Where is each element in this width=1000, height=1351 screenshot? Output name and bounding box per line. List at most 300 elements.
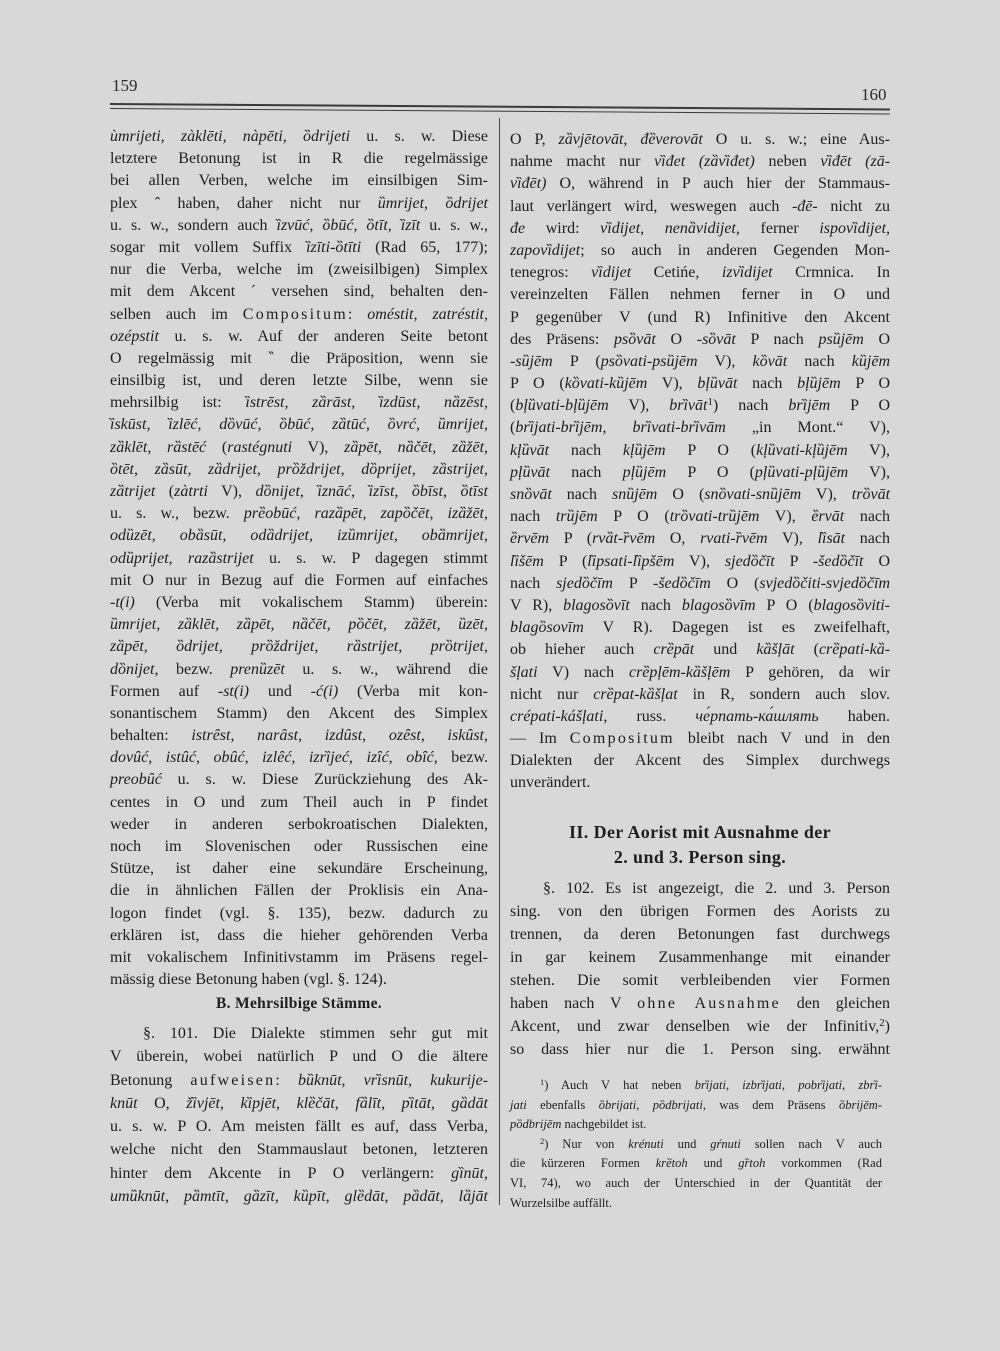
italic-text: dȍnijet, ȉznāć, ȉzīst, ȍbīst, ȍtīst bbox=[255, 483, 489, 500]
italic-text: brȉvāt bbox=[669, 397, 708, 415]
roman-text: u. s. w. Diese bbox=[350, 128, 489, 145]
roman-text: weder in anderen serbokroatischen Dialekten, bbox=[110, 815, 488, 833]
italic-text: -t(i) bbox=[110, 593, 135, 611]
italic-text: jati bbox=[510, 1097, 527, 1112]
italic-text: vȉdijet bbox=[591, 264, 632, 282]
text-line bbox=[110, 481, 488, 503]
text-line bbox=[110, 326, 488, 348]
roman-text: mit vokalischem Infinitivstamm im Präsens regel- bbox=[110, 948, 488, 966]
italic-text: ȍtēt, zȁsūt, zȁdrijet, prȍždrijet, dȍprijet, zȁstrijet, bbox=[110, 460, 488, 478]
roman-text: Betonung bbox=[110, 1071, 191, 1089]
roman-text: Akcent, und zwar denselben wie der Infinitiv, bbox=[510, 1018, 880, 1036]
italic-text: gŕnuti bbox=[710, 1136, 741, 1151]
italic-text: sjedȍčīt bbox=[724, 552, 775, 570]
roman-text: (Verba mit kon- bbox=[338, 682, 488, 700]
roman-text: O bbox=[863, 330, 891, 348]
roman-text: noch im Slovenischen oder Russischen eine bbox=[110, 838, 488, 855]
roman-text: mit O nur in Bezug auf die Formen auf einfaches bbox=[110, 571, 488, 589]
roman-text: §. 101. Die Dialekte stimmen sehr gut mit bbox=[143, 1025, 488, 1042]
italic-text: blagosȍvīm bbox=[681, 596, 756, 614]
italic-text: psȍvati-psȕjēm bbox=[600, 352, 698, 370]
italic-text: žȉvjēt, kȉpjēt, klȅčāt, fȁlīt, pȉtāt, gȁdāt bbox=[186, 1094, 488, 1112]
italic-text: krénuti bbox=[628, 1136, 664, 1151]
text-line bbox=[110, 459, 488, 481]
italic-text: đe bbox=[510, 219, 526, 237]
text-line bbox=[510, 395, 890, 417]
italic-text: preobȗć bbox=[110, 771, 162, 789]
roman-text: nicht nur bbox=[510, 685, 594, 703]
text-line bbox=[510, 1115, 882, 1135]
text-line bbox=[510, 1194, 882, 1214]
roman-text: u. s. w., sondern auch bbox=[110, 216, 277, 234]
italic-text: gȑtoh bbox=[738, 1156, 766, 1171]
italic-text: ȕmrijet, zȁklēt, zȁpēt, nȁčēt, pȍčēt, zȁžēt, ȕzēt, bbox=[110, 616, 488, 634]
italic-text: -đē- bbox=[791, 197, 818, 215]
italic-text: ispovȉdijet, bbox=[819, 219, 891, 237]
italic-text: crȅpāt bbox=[653, 641, 695, 659]
italic-text: -šedȍčīt bbox=[812, 552, 864, 570]
text-line bbox=[510, 1135, 882, 1155]
text-line bbox=[510, 877, 890, 900]
italic-text: kļȕvati-kļȕjēm bbox=[756, 441, 848, 459]
text-line bbox=[510, 1174, 882, 1194]
roman-text: O ( bbox=[710, 574, 760, 592]
roman-text: , bezw. bbox=[154, 660, 231, 678]
roman-text: Dialekten der Akcent des Simplex durchwegs bbox=[510, 752, 890, 770]
roman-text: P nach bbox=[735, 330, 819, 348]
text-line bbox=[510, 706, 890, 728]
roman-text: centes in O und zum Theil auch in P findet bbox=[110, 793, 488, 811]
italic-text: vȉđēt) bbox=[510, 175, 547, 193]
text-line bbox=[110, 1185, 488, 1208]
roman-text: mässig diese Betonung haben (vgl. §. 124). bbox=[110, 971, 387, 989]
roman-text: ( bbox=[510, 419, 516, 437]
text-line bbox=[110, 215, 488, 237]
text-line bbox=[510, 1076, 882, 1096]
text-line bbox=[510, 307, 890, 329]
text-line bbox=[110, 570, 488, 592]
section-heading: B. Mehrsilbige Stämme. bbox=[216, 995, 382, 1012]
roman-text: Formen auf bbox=[110, 682, 218, 700]
italic-text: -sȍvāt bbox=[696, 330, 736, 348]
roman-text: ; so auch in anderen Gegenden Mon- bbox=[580, 241, 890, 259]
italic-text: ȉskūst, ȉzlēć, dȍvūć, ȍbūć, zȁtūć, ȍvrć, ȕmrijet, bbox=[110, 416, 488, 434]
italic-text: kļȕvāt bbox=[510, 441, 550, 459]
roman-text: Crmnica. In bbox=[772, 264, 891, 282]
text-line bbox=[110, 548, 488, 570]
roman-text: vereinzelten Fällen nehmen ferner in O und bbox=[510, 286, 890, 304]
roman-text: ) Nur von bbox=[544, 1136, 629, 1151]
italic-text: ozépstit bbox=[110, 327, 159, 345]
italic-text: kȍvati-kȕjēm bbox=[564, 375, 648, 393]
italic-text: crȅpat-kȁšļat bbox=[593, 685, 678, 703]
right-column-paragraph bbox=[510, 129, 890, 795]
text-line bbox=[510, 969, 890, 992]
roman-text: u. s. w. Auf der anderen Seite betont bbox=[158, 327, 488, 345]
roman-text: P O ( bbox=[755, 596, 814, 614]
roman-text: so dass hier nur die 1. Person sing. erwähnt bbox=[510, 1041, 890, 1059]
italic-text: knūt bbox=[110, 1094, 138, 1112]
italic-text: zȁpēt, nȁčēt, zȁžēt, bbox=[344, 438, 489, 456]
roman-text: P ( bbox=[552, 352, 601, 370]
italic-text: ùmrijeti, zàklēti, nàpēti, ȍdrijeti bbox=[110, 128, 351, 145]
roman-text: ebenfalls bbox=[526, 1097, 599, 1112]
italic-text: -ć(i) bbox=[310, 682, 339, 700]
footnote-marker: 1 bbox=[540, 1077, 545, 1088]
italic-text: kȕjēm bbox=[851, 352, 890, 370]
roman-text: : bbox=[275, 1071, 298, 1089]
roman-text: V), bbox=[647, 375, 698, 393]
text-line bbox=[510, 351, 890, 373]
text-line bbox=[510, 329, 890, 351]
italic-text: blagosȍviti- bbox=[813, 596, 890, 614]
roman-text: P O bbox=[830, 397, 891, 415]
spaced-text: aufweisen bbox=[190, 1071, 276, 1089]
roman-text: VI, 74), wo auch der Unterschied in der Quantität der bbox=[510, 1175, 882, 1190]
roman-text: P gegenüber V (und R) Infinitive den Akcent bbox=[510, 308, 890, 326]
roman-text: in gar keinem Zusammenhange mit einander bbox=[510, 948, 890, 966]
roman-text: ferner bbox=[739, 219, 820, 237]
text-line bbox=[110, 947, 488, 969]
text-line bbox=[110, 836, 488, 858]
italic-text: dȍnijet bbox=[110, 660, 155, 678]
roman-text: und bbox=[248, 682, 311, 700]
roman-text: mehrsilbig ist: bbox=[110, 394, 246, 412]
roman-text: laut verlängert wird, weswegen auch bbox=[510, 197, 792, 215]
text-line bbox=[110, 1069, 488, 1092]
roman-text: nach bbox=[844, 508, 891, 526]
italic-text: zȁvjētovāt, đȅverovāt bbox=[558, 131, 703, 148]
roman-text: V), bbox=[697, 352, 753, 370]
roman-text: tenegros: bbox=[510, 264, 592, 282]
text-line bbox=[510, 506, 890, 528]
text-line bbox=[110, 1022, 488, 1045]
roman-text: (Rad 65, 177); bbox=[361, 238, 489, 256]
roman-text: plex ˆ haben, daher nicht nur bbox=[110, 194, 378, 212]
roman-text: und bbox=[694, 641, 757, 659]
text-line bbox=[110, 1115, 488, 1138]
text-line bbox=[510, 373, 890, 395]
text-line bbox=[110, 237, 488, 259]
italic-text: ȉzīti-ȍtīti bbox=[306, 238, 362, 256]
italic-text: ȅrvēm bbox=[510, 530, 550, 548]
text-line bbox=[110, 392, 488, 414]
italic-text: crȅpļēm-kȁšļēm bbox=[628, 663, 731, 681]
italic-text: че́рпать-ка́шлять bbox=[695, 707, 819, 725]
roman-text: des Präsens: bbox=[510, 330, 615, 348]
italic-text: lȉsāt bbox=[817, 530, 846, 548]
spaced-text: Compositum bbox=[242, 305, 348, 323]
text-line bbox=[510, 750, 890, 772]
roman-text: wird: bbox=[525, 219, 601, 237]
roman-text: V R), bbox=[510, 596, 564, 614]
spaced-text: ohne Ausnahme bbox=[637, 994, 781, 1012]
roman-text: nach bbox=[550, 463, 623, 481]
page-number-left: 159 bbox=[112, 76, 138, 95]
roman-text: P O ( bbox=[510, 375, 565, 393]
italic-text: trȍvati-trȕjēm bbox=[669, 508, 760, 526]
italic-text: zapovȉdijet bbox=[510, 241, 581, 259]
roman-text: Wurzelsilbe auffällt. bbox=[510, 1195, 613, 1210]
roman-text: in R, sondern auch slov. bbox=[677, 685, 890, 703]
italic-text: kļȕjēm bbox=[622, 441, 666, 459]
italic-text: pļȕjēm bbox=[622, 463, 667, 481]
roman-text: haben. bbox=[818, 707, 891, 725]
roman-text: — Im bbox=[510, 730, 570, 748]
roman-text: nahme macht nur bbox=[510, 153, 655, 171]
roman-text: nach bbox=[737, 375, 798, 393]
italic-text: psȕjēm bbox=[818, 330, 864, 348]
text-line bbox=[510, 417, 890, 439]
italic-text: pļȕvāt bbox=[510, 463, 550, 481]
roman-text: u. s. w. Diese Zurückziehung des Ak- bbox=[161, 771, 488, 789]
italic-text: kȁšļāt bbox=[756, 641, 795, 659]
footnote-marker: 2 bbox=[879, 1017, 885, 1030]
text-line bbox=[110, 814, 488, 836]
roman-text: und bbox=[687, 1156, 739, 1171]
italic-text: pļȕvati-pļȕjēm bbox=[754, 463, 849, 481]
italic-text: prȅobūć, razȁpēt, zapȍčēt, izȁžēt, bbox=[243, 505, 489, 523]
text-line bbox=[110, 703, 488, 725]
roman-text: O regelmässig mit ‶ die Präposition, wenn sie bbox=[110, 349, 488, 367]
left-column-paragraph bbox=[110, 1022, 488, 1208]
text-line bbox=[510, 923, 890, 946]
text-line bbox=[110, 1092, 488, 1115]
roman-text: und bbox=[663, 1136, 711, 1151]
italic-text: lȉšēm bbox=[510, 552, 544, 570]
text-line bbox=[510, 728, 890, 750]
roman-text: hinter dem Akcente in P O verlängern: bbox=[110, 1164, 452, 1182]
italic-text: crȅpati-kȁ- bbox=[818, 641, 891, 659]
text-line bbox=[510, 240, 890, 262]
text-line bbox=[510, 262, 890, 284]
italic-text: brȉjati-brȉjēm, brȉvati-brȉvām bbox=[515, 419, 726, 437]
roman-text: nachgebildet ist. bbox=[561, 1117, 647, 1132]
italic-text: snȍvāt bbox=[510, 486, 552, 503]
italic-text: ȉzvūć, ȍbūć, ȍtīt, ȉzīt bbox=[276, 216, 421, 234]
roman-text: ( bbox=[155, 483, 175, 500]
italic-text: pȍdbrijēm bbox=[510, 1117, 562, 1132]
roman-text: erklären ist, dass die hieher gehörenden Verba bbox=[110, 926, 488, 944]
text-line bbox=[510, 992, 890, 1015]
italic-text: zȁpēt, ȍdrijet, prȍždrijet, rȁstrijet, prȍtrijet, bbox=[110, 638, 488, 656]
roman-text: ( bbox=[794, 641, 819, 659]
roman-text: ) bbox=[884, 1018, 890, 1036]
right-column-paragraph bbox=[510, 877, 890, 1062]
footnote-1 bbox=[510, 1076, 882, 1135]
roman-text: V), bbox=[848, 463, 891, 481]
roman-text: V), bbox=[759, 508, 812, 526]
roman-text: ) Auch V hat neben bbox=[544, 1078, 695, 1092]
text-line bbox=[110, 614, 488, 636]
text-line bbox=[110, 170, 488, 192]
italic-text: vȉđēt (zā- bbox=[820, 153, 891, 171]
italic-text: -st(i) bbox=[217, 682, 249, 700]
italic-text: snȕjēm bbox=[612, 486, 658, 503]
roman-text: : bbox=[347, 305, 368, 323]
text-line bbox=[510, 946, 890, 969]
roman-text: stehen. Die somit verbleibenden vier Formen bbox=[510, 971, 890, 989]
italic-text: rvȁt-ȑvēm bbox=[592, 530, 656, 548]
italic-text: krȅtoh bbox=[655, 1156, 688, 1171]
text-line bbox=[110, 1045, 488, 1068]
italic-text: istrȇst, narȃst, izdȗst, ozȇst, iskȗst, bbox=[191, 727, 489, 745]
roman-text: u. s. w., während die bbox=[284, 660, 489, 678]
italic-text: ȕmrijet, ȍdrijet bbox=[377, 194, 488, 212]
text-line bbox=[510, 617, 890, 639]
italic-text: ȉstrēst, zȁrāst, ȉzdūst, nȁzēst, bbox=[245, 394, 489, 412]
text-line bbox=[110, 792, 488, 814]
text-line bbox=[110, 659, 488, 681]
text-line bbox=[510, 462, 890, 484]
italic-text: prenȕzēt bbox=[230, 660, 285, 678]
text-line bbox=[510, 1154, 882, 1174]
roman-text: §. 102. Es ist angezeigt, die 2. und 3. Person bbox=[543, 879, 890, 897]
text-line bbox=[110, 769, 488, 791]
roman-text: V), bbox=[801, 486, 852, 503]
roman-text: einsilbig ist, und deren letzte Silbe, wenn sie bbox=[110, 372, 488, 390]
text-line bbox=[110, 858, 488, 880]
roman-text: u. s. w., bbox=[420, 216, 488, 234]
text-line bbox=[510, 484, 890, 506]
italic-text: izvȉdijet bbox=[721, 264, 773, 282]
italic-text: -šedȍčīm bbox=[653, 574, 711, 592]
roman-text: sollen nach V auch bbox=[740, 1136, 882, 1151]
italic-text: brȉjati, izbrȉjati, pobrȉjati, zbrȉ- bbox=[694, 1078, 882, 1092]
text-line bbox=[110, 304, 488, 326]
roman-text: O u. s. w.; eine Aus- bbox=[702, 131, 890, 148]
roman-text: ob hieher auch bbox=[510, 641, 654, 659]
text-line bbox=[110, 348, 488, 370]
roman-text: O, bbox=[655, 530, 701, 548]
text-line bbox=[110, 592, 488, 614]
roman-text: nach bbox=[629, 596, 682, 614]
italic-text: bļȕjēm bbox=[797, 375, 841, 393]
roman-text: sogar mit vollem Suffix bbox=[110, 238, 307, 256]
footnote-marker: 1 bbox=[707, 396, 713, 409]
roman-text: V überein, wobei natürlich P und O die ältere bbox=[110, 1048, 488, 1066]
text-line bbox=[510, 440, 890, 462]
text-line bbox=[110, 126, 488, 148]
italic-text: oméstit, zatréstit, bbox=[367, 305, 489, 323]
left-column-paragraph bbox=[110, 126, 488, 991]
roman-text: P bbox=[612, 574, 653, 592]
roman-text: ) nach bbox=[712, 397, 789, 415]
roman-text: V) nach bbox=[537, 663, 629, 681]
text-line bbox=[110, 880, 488, 902]
text-line bbox=[110, 747, 488, 769]
text-line bbox=[510, 772, 890, 794]
roman-text: O ( bbox=[657, 486, 705, 503]
roman-text: behalten: bbox=[110, 727, 192, 745]
roman-text: unverändert. bbox=[510, 774, 591, 792]
roman-text: welche nicht den Stammauslaut betonen, letzteren bbox=[110, 1141, 488, 1159]
italic-text: brȉjēm bbox=[788, 397, 831, 415]
column-divider bbox=[499, 118, 500, 1205]
roman-text: nach bbox=[787, 352, 852, 370]
text-line bbox=[110, 1138, 488, 1161]
italic-text: kȍvāt bbox=[752, 352, 788, 370]
roman-text: V), bbox=[847, 441, 891, 459]
roman-text: P bbox=[774, 552, 813, 570]
text-line bbox=[110, 725, 488, 747]
roman-text: nach bbox=[510, 508, 556, 526]
text-line bbox=[510, 218, 890, 240]
roman-text: V), bbox=[207, 483, 256, 500]
roman-text: O, während in P auch hier der Stammaus- bbox=[546, 175, 890, 193]
italic-text: blagȍsovīm bbox=[510, 619, 584, 637]
roman-text: logon findet (vgl. §. 135), bezw. dadurch zu bbox=[110, 904, 488, 922]
roman-text: , bezw. bbox=[433, 749, 488, 767]
roman-text: ( bbox=[206, 438, 228, 456]
section-heading-line: II. Der Aorist mit Ausnahme der bbox=[568, 822, 832, 842]
roman-text: P O bbox=[840, 375, 891, 393]
text-line bbox=[110, 503, 488, 525]
italic-text: šļati bbox=[510, 663, 538, 681]
text-line bbox=[510, 196, 890, 218]
roman-text: , russ. bbox=[603, 707, 696, 725]
text-line bbox=[110, 1162, 488, 1185]
italic-text: gȉnūt, bbox=[451, 1164, 488, 1182]
roman-text: trennen, da deren Betonungen fast durchwegs bbox=[510, 925, 890, 943]
italic-text: vȉđet (zȁvȉđet) bbox=[654, 153, 755, 171]
italic-text: bļȕvāt bbox=[697, 375, 738, 393]
roman-text: V R). Dagegen ist es zweifelhaft, bbox=[583, 619, 890, 637]
italic-text: odȕzēt, obȁsūt, odȁdrijet, izȕmrijet, obȁmrijet, bbox=[110, 527, 488, 545]
roman-text: V), bbox=[608, 397, 670, 415]
roman-text: V), bbox=[292, 438, 345, 456]
text-line bbox=[510, 684, 890, 706]
italic-text: umȕknūt, pȁmtīt, gȁzīt, kȕpīt, glȅdāt, pȁdāt, lȁjāt bbox=[110, 1188, 488, 1206]
roman-text: P O ( bbox=[597, 508, 670, 526]
text-line bbox=[510, 129, 890, 151]
italic-text: ȅrvāt bbox=[811, 508, 845, 526]
roman-text: den gleichen bbox=[780, 994, 890, 1012]
roman-text: ( bbox=[510, 397, 516, 415]
roman-text: nach bbox=[845, 530, 891, 548]
footnote-marker: 2 bbox=[540, 1135, 545, 1146]
roman-text: sing. von den übrigen Formen des Aorists zu bbox=[510, 902, 890, 920]
text-line bbox=[110, 437, 488, 459]
roman-text: P O ( bbox=[665, 441, 757, 459]
italic-text: lȉpsati-lȉpšēm bbox=[587, 552, 675, 570]
roman-text: mit dem Akcent ´ versehen sind, behalten den- bbox=[110, 283, 488, 301]
italic-text: vȉdijet, nenȁvidijet, bbox=[600, 219, 740, 237]
roman-text: die in ähnlichen Fällen der Proklisis ein Ana- bbox=[110, 882, 488, 900]
italic-text: crépati-kášļati bbox=[510, 707, 604, 725]
roman-text: V), bbox=[674, 552, 725, 570]
italic-text: -sȕjēm bbox=[510, 352, 553, 370]
roman-text: sonantischem Stamm) den Akcent des Simplex bbox=[110, 704, 488, 722]
text-line bbox=[510, 284, 890, 306]
text-line bbox=[510, 173, 890, 195]
roman-text: O P, bbox=[510, 131, 559, 148]
roman-text: die kürzeren Formen bbox=[510, 1156, 656, 1171]
text-line bbox=[110, 525, 488, 547]
text-line bbox=[510, 551, 890, 573]
roman-text: V), bbox=[767, 530, 818, 548]
text-line bbox=[110, 281, 488, 303]
text-line bbox=[510, 151, 890, 173]
text-line bbox=[110, 193, 488, 215]
roman-text: u. s. w. P O. Am meisten fällt es auf, dass Verba, bbox=[110, 1118, 488, 1136]
italic-text: trȕjēm bbox=[555, 508, 598, 526]
roman-text: haben nach V bbox=[510, 994, 638, 1012]
italic-text: svjedȍčiti-svjedȍčīm bbox=[759, 574, 891, 592]
roman-text: nach bbox=[510, 574, 557, 592]
italic-text: rvati-ȑvēm bbox=[700, 530, 768, 548]
roman-text: „in Mont.“ V), bbox=[725, 419, 890, 437]
